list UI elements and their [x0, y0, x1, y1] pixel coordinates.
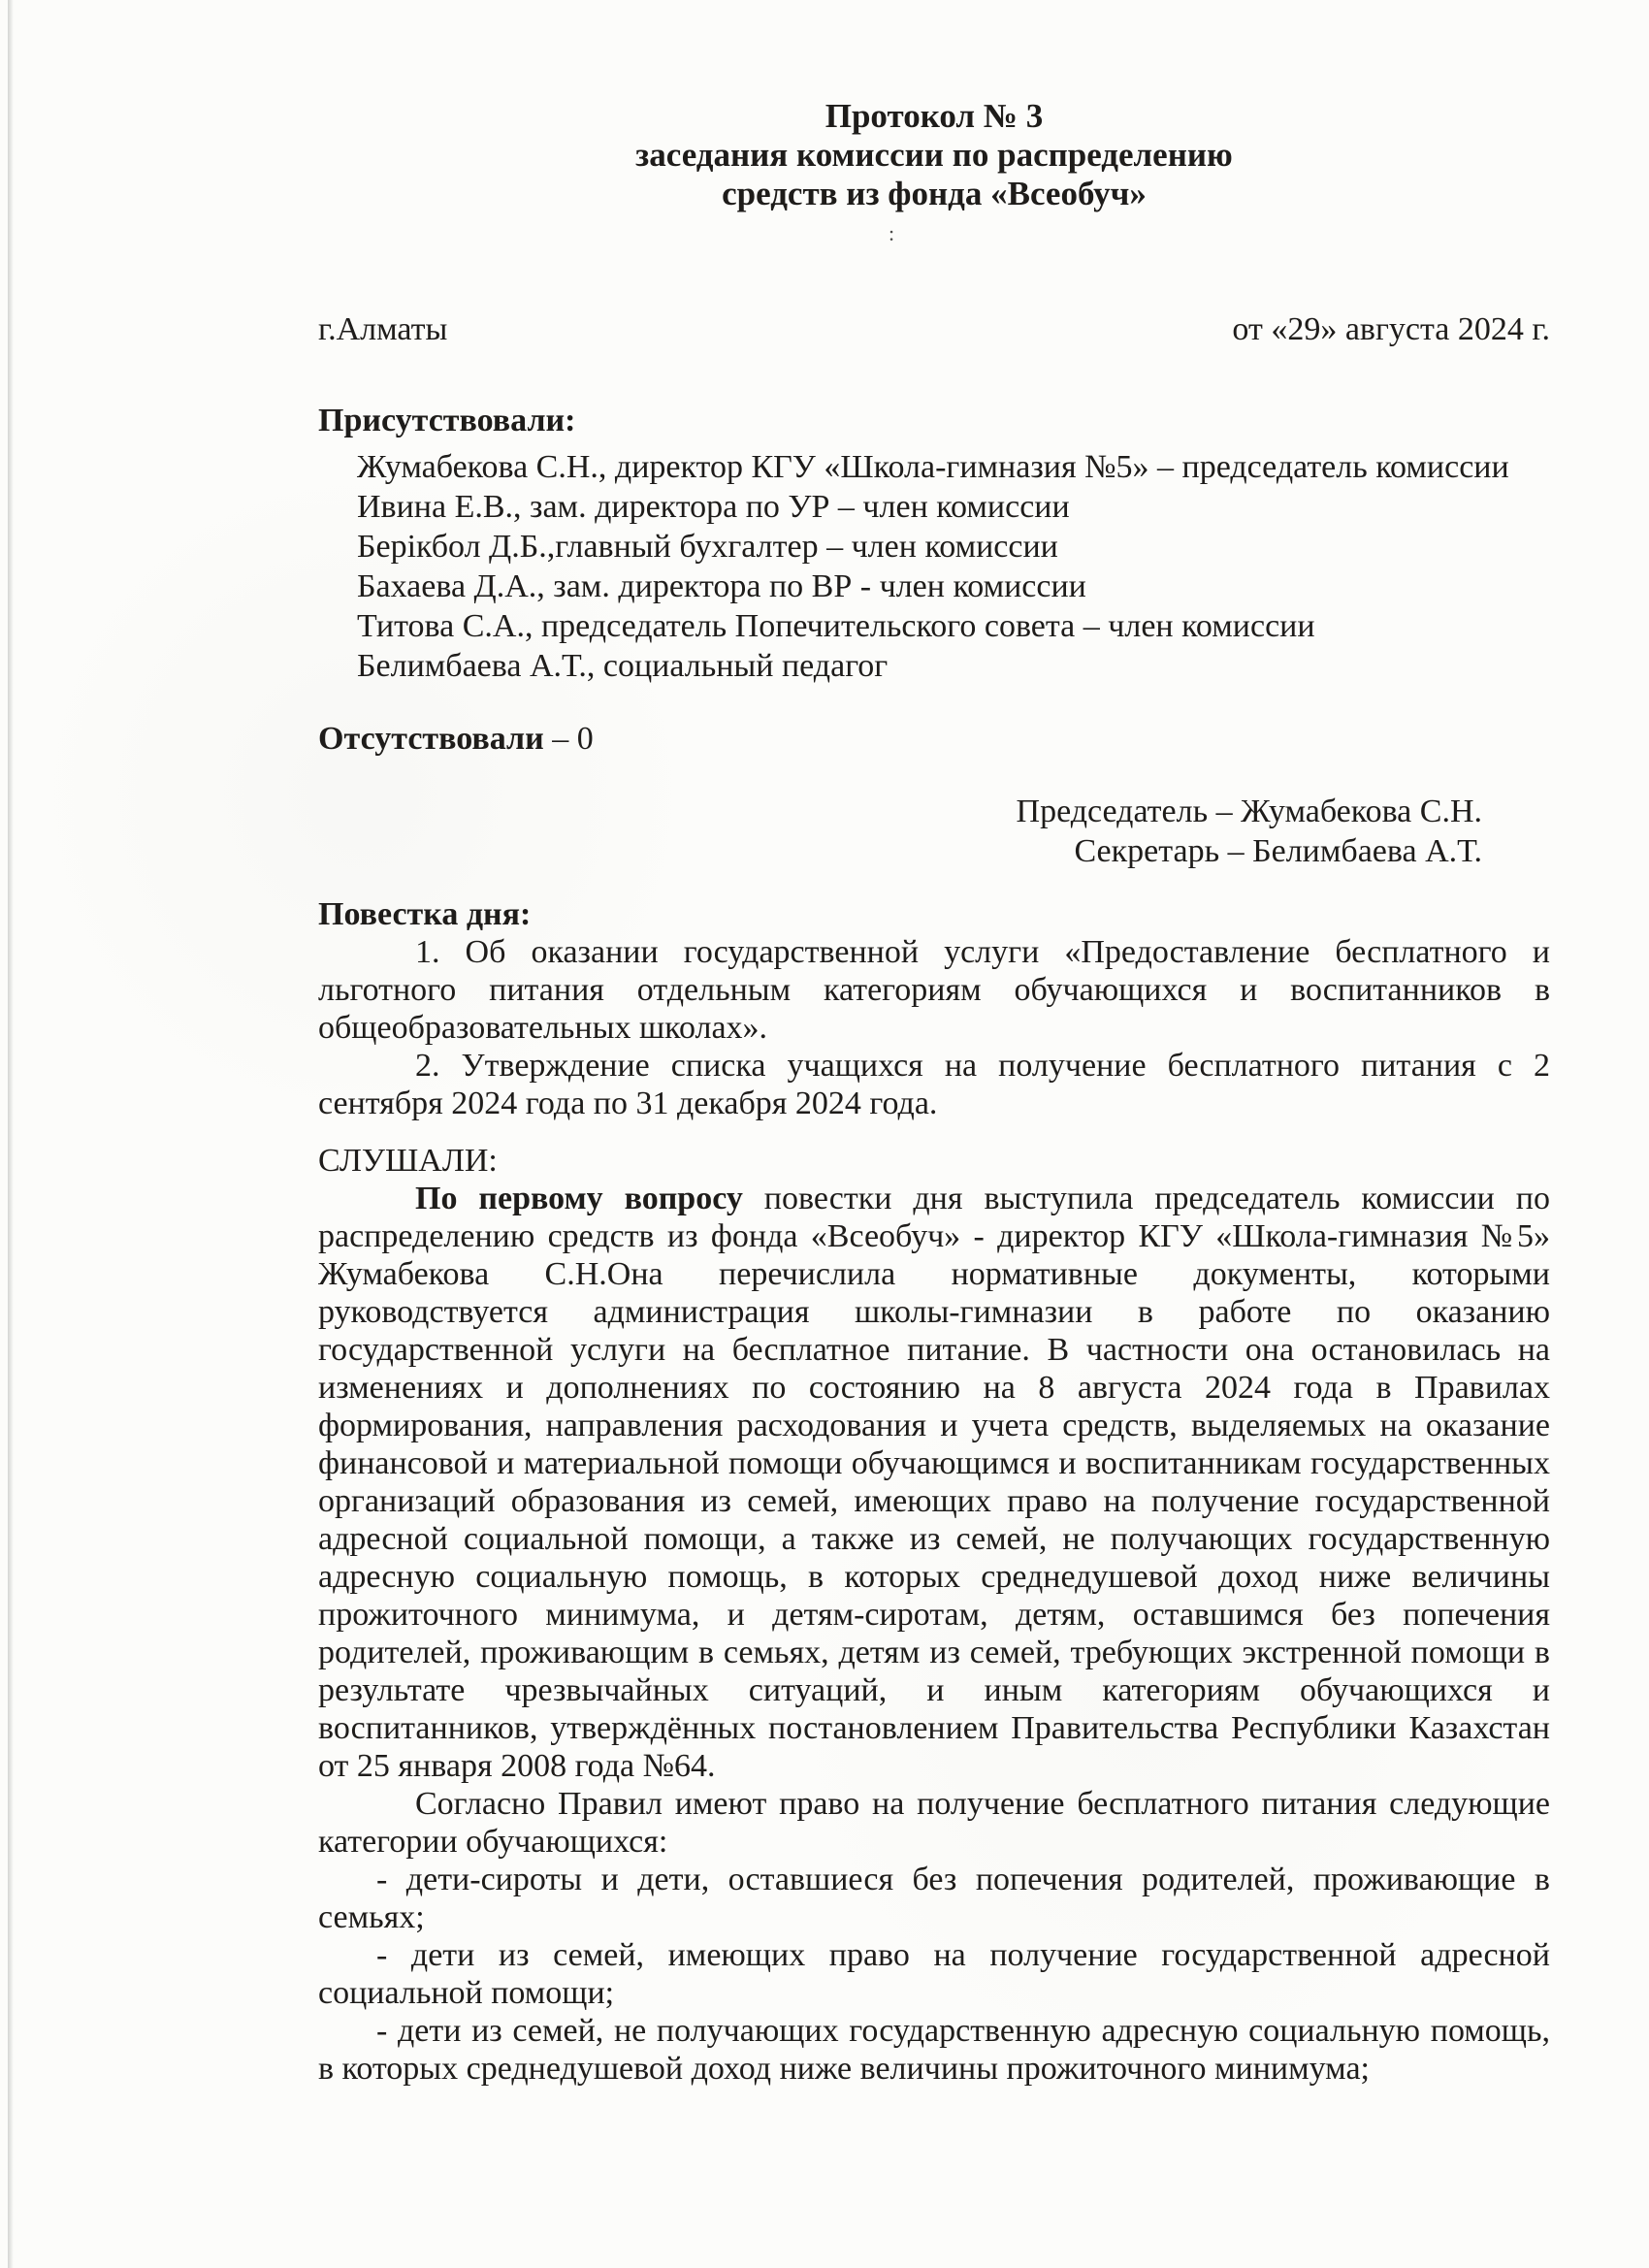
city-date-row: [318, 310, 1550, 348]
date-label: от «29» августа 2024 г.: [1232, 311, 1550, 347]
body-paragraph: [318, 1785, 1550, 1861]
body-paragraph: [318, 1180, 1550, 1785]
attendees-heading: Присутствовали:: [318, 403, 576, 438]
scan-stray-mark: :: [889, 221, 895, 245]
agenda-list: [318, 933, 1550, 1122]
absent-value: – 0: [543, 721, 594, 757]
text-run: - дети из семей, не получающих государственную адресную социальную помощь, в которых среднедушевой доход ниже величины прожиточного минимума;: [318, 2013, 1550, 2087]
attendee-line: Берікбол Д.Б.,главный бухгалтер – член комиссии: [357, 529, 1058, 565]
agenda-item: 1. Об оказании государственной услуги «Предоставление бесплатного и льготного питания отдельным категориям обучающихся и воспитанников в общеобразовательных школах».: [318, 934, 1550, 1046]
attendee-line: Титова С.А., председатель Попечительского совета – член комиссии: [357, 608, 1315, 644]
text-run: - дети из семей, имеющих право на получение государственной адресной социальной помощи;: [318, 1937, 1550, 2011]
attendee-line: Ивина Е.В., зам. директора по УР – член комиссии: [357, 489, 1070, 525]
absent-label: Отсутствовали: [318, 721, 544, 757]
body-paragraph: [318, 1936, 1550, 2012]
attendees-list: [318, 447, 1550, 686]
bold-text-run: По первому вопросу: [415, 1181, 743, 1216]
scan-edge-artifact: [0, 0, 8, 2268]
official-line: Секретарь – Белимбаева А.Т.: [1074, 833, 1482, 869]
document-title: [318, 97, 1550, 213]
attendee-line: Бахаева Д.А., зам. директора по ВР - член комиссии: [357, 568, 1086, 604]
title-line-1: Протокол № 3: [824, 97, 1044, 135]
scan-edge-shadow: [8, 0, 14, 2268]
body-paragraphs: [318, 1180, 1550, 2088]
attendee-line: Жумабекова С.Н., директор КГУ «Школа-гимназия №5» – председатель комиссии: [357, 449, 1509, 485]
agenda-heading: Повестка дня:: [318, 896, 532, 932]
document-content: [318, 0, 1550, 2088]
text-run: Согласно Правил имеют право на получение бесплатного питания следующие категории обучающихся:: [318, 1786, 1550, 1860]
text-run: повестки дня выступила председатель комиссии по распределению средств из фонда «Всеобуч» - директор КГУ «Школа-гимназия №5» Жумабекова С.Н.Она перечислила нормативные документы, которыми руководствуется администрация школы-гимназии в работе по оказанию государственной услуги на бесплатное питание. В частности она остановилась на изменениях и дополнениях по состоянию на 8 августа 2024 года в Правилах формирования, направления расходования и учета средств, выделяемых на оказание финансовой и материальной помощи обучающимся и воспитанникам государственных организаций образования из семей, имеющих право на получение государственной адресной социальной помощи, а также из семей, не получающих государственную адресную социальную помощь, в которых среднедушевой доход ниже величины прожиточного минимума, и детям-сиротам, детям, оставшимся без попечения родителей, проживающим в семьях, детям из семей, требующих экстренной помощи в результате чрезвычайных ситуаций, и иным категориям обучающихся и воспитанников, утверждённых постановлением Правительства Республики Казахстан от 25 января 2008 года №64.: [318, 1181, 1550, 1784]
title-line-2: заседания комиссии по распределению: [635, 136, 1233, 174]
attendee-line: Белимбаева А.Т., социальный педагог: [357, 648, 889, 684]
city-label: г.Алматы: [318, 311, 448, 347]
absent-line: [318, 720, 1550, 758]
body-paragraph: [318, 1861, 1550, 1936]
title-line-3: средств из фонда «Всеобуч»: [722, 175, 1147, 212]
body-paragraph: [318, 2012, 1550, 2088]
agenda-item: 2. Утверждение списка учащихся на получение бесплатного питания с 2 сентября 2024 года по 31 декабря 2024 года.: [318, 1048, 1550, 1121]
text-run: - дети-сироты и дети, оставшиеся без попечения родителей, проживающие в семьях;: [318, 1862, 1550, 1935]
official-line: Председатель – Жумабекова С.Н.: [1016, 794, 1482, 829]
heard-heading: СЛУШАЛИ:: [318, 1143, 498, 1179]
officials-block: [318, 792, 1550, 871]
